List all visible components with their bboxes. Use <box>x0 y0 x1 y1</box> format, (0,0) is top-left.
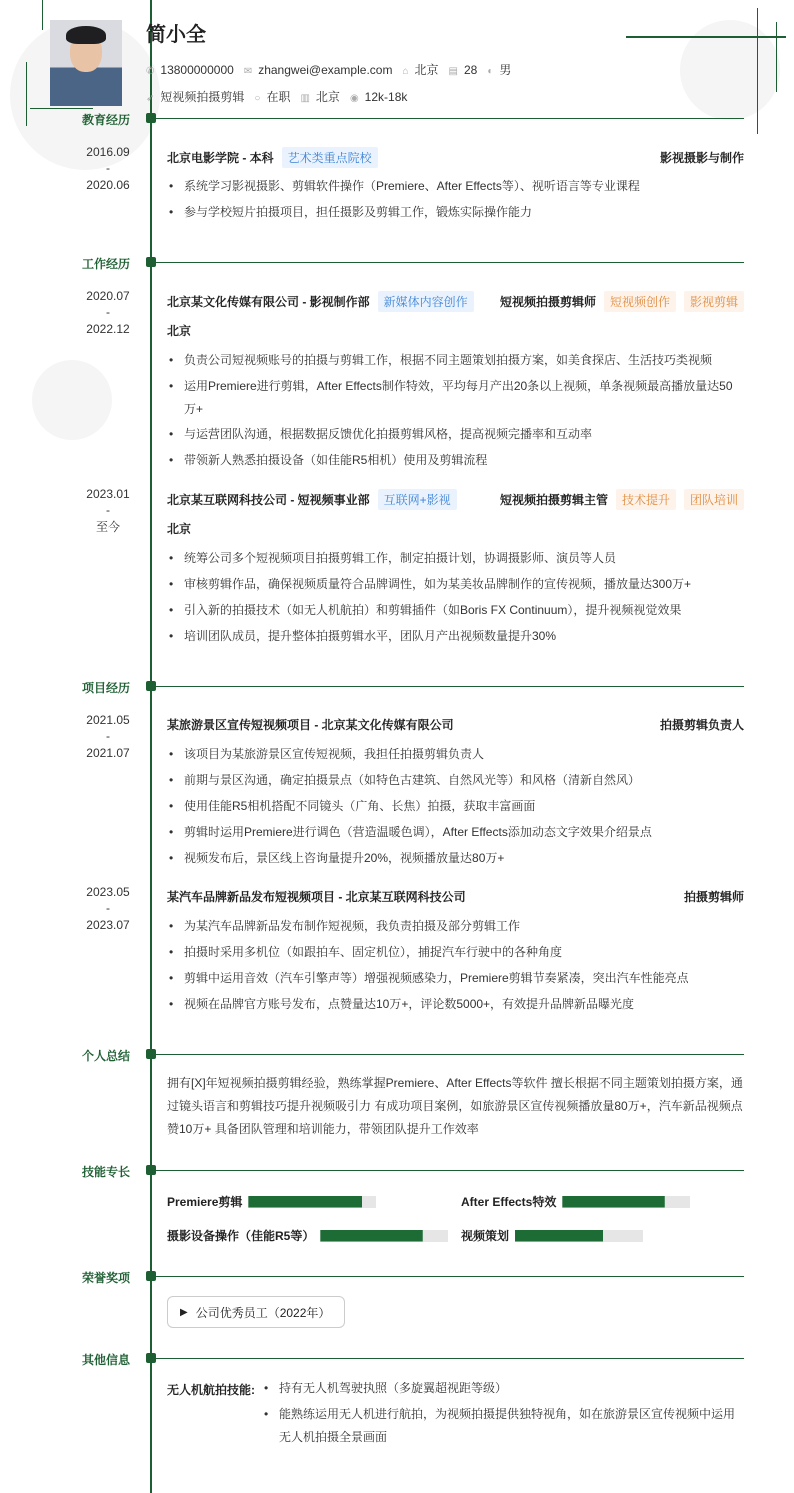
home-icon: ⌂ <box>402 66 409 77</box>
status: 在职 <box>266 90 291 104</box>
list-item: • 引入新的拍摄技术（如无人机航拍）和剪辑插件（如Boris FX Continuum），提升视频视觉效果 <box>167 599 744 622</box>
work-date: 2020.07 - 2022.12 <box>86 289 130 336</box>
list-item: • 拍摄时采用多机位（如跟拍车、固定机位），捕捉汽车行驶中的各种角度 <box>167 941 744 964</box>
send-icon: ➶ <box>146 93 155 104</box>
edu-header: 北京电影学院 - 本科 艺术类重点院校 影视摄影与制作 <box>167 147 744 168</box>
list-item: • 为某汽车品牌新品发布制作短视频，我负责拍摄及部分剪辑工作 <box>167 915 744 938</box>
project-date: 2021.05 - 2021.07 <box>86 713 130 760</box>
mail-icon: ✉ <box>243 65 253 77</box>
decor-line <box>757 8 758 134</box>
summary-text: 拥有[X]年短视频拍摄剪辑经验，熟练掌握Premiere、After Effects等软件 擅长根据不同主题策划拍摄方案，通过镜头语言和剪辑技巧提升视频吸引力 有成功项目案例，如旅游景区宣传视频播放量80万+，汽车新品视频点赞10万+ 具备团队管理和培训能力，带领团队提升工作效率 <box>167 1076 743 1136</box>
status-icon: ○ <box>254 93 261 104</box>
section-title: 荣誉奖项 <box>81 1271 130 1285</box>
work-date: 2023.01 - 至今 <box>86 487 130 534</box>
intent-row <box>146 88 407 105</box>
decor-line <box>776 22 777 92</box>
list-item: • 持有无人机驾驶执照（多旋翼超视距等级） <box>262 1377 744 1400</box>
target-city: 北京 <box>315 90 340 104</box>
gender-icon: ◐ <box>487 66 494 77</box>
avatar <box>50 20 122 106</box>
salary-icon: ◉ <box>349 92 359 104</box>
work-header: 北京某互联网科技公司 - 短视频事业部 互联网+影视 短视频拍摄剪辑主管 技术提升 团队培训 <box>167 489 744 510</box>
age: 28 <box>463 62 478 77</box>
list-item: • 带领新人熟悉拍摄设备（如佳能R5相机）使用及剪辑流程 <box>167 449 744 472</box>
salary: 12k-18k <box>364 89 408 104</box>
list-item: • 统筹公司多个短视频项目拍摄剪辑工作，制定拍摄计划，协调摄影师、演员等人员 <box>167 547 744 570</box>
decor-line <box>42 0 43 30</box>
skill-item: Premiere剪辑 <box>167 1193 376 1210</box>
position: 短视频拍摄剪辑 <box>160 90 245 104</box>
other-label: 无人机航拍技能: <box>167 1383 255 1397</box>
gender: 男 <box>499 63 512 77</box>
contact-row <box>146 61 511 78</box>
city: 北京 <box>414 63 439 77</box>
skill-bar <box>248 1196 376 1208</box>
skill-bar <box>320 1230 448 1242</box>
list-item: • 系统学习影视摄影、剪辑软件操作（Premiere、After Effects等）、视听语言等专业课程 <box>167 175 744 198</box>
section-title: 其他信息 <box>81 1353 130 1367</box>
decor-line <box>626 36 786 38</box>
phone: 13800000000 <box>160 62 234 77</box>
list-item: • 培训团队成员，提升整体拍摄剪辑水平，团队月产出视频数量提升30% <box>167 625 744 648</box>
skill-bar <box>515 1230 643 1242</box>
email: zhangwei@example.com <box>258 62 393 77</box>
decor-circle <box>32 360 112 440</box>
award-item[interactable]: ▶ 公司优秀员工（2022年） <box>167 1296 345 1328</box>
skill-item: 摄影设备操作（佳能R5等） <box>167 1227 448 1244</box>
building-icon: ▥ <box>300 93 310 104</box>
list-item: • 剪辑时运用Premiere进行调色（营造温暖色调），After Effects添加动态文字效果介绍景点 <box>167 821 744 844</box>
work-city: 北京 <box>167 522 192 536</box>
phone-icon: ✆ <box>146 65 155 77</box>
skill-item: 视频策划 <box>461 1227 643 1244</box>
list-item: • 参与学校短片拍摄项目，担任摄影及剪辑工作，锻炼实际操作能力 <box>167 201 744 224</box>
decor-line <box>26 62 27 126</box>
edu-date: 2016.09 - 2020.06 <box>86 145 130 192</box>
work-city: 北京 <box>167 324 192 338</box>
decor-circle <box>680 20 780 120</box>
tag: 艺术类重点院校 <box>282 147 378 168</box>
project-date: 2023.05 - 2023.07 <box>86 885 130 932</box>
section-title: 技能专长 <box>81 1165 130 1179</box>
skill-item: After Effects特效 <box>461 1193 690 1210</box>
list-item: • 该项目为某旅游景区宣传短视频，我担任拍摄剪辑负责人 <box>167 743 744 766</box>
section-title: 个人总结 <box>81 1049 130 1063</box>
list-item: • 视频发布后，景区线上咨询量提升20%，视频播放量达80万+ <box>167 847 744 870</box>
project-header: 某旅游景区宣传短视频项目 - 北京某文化传媒有限公司 拍摄剪辑负责人 <box>167 718 744 732</box>
list-item: • 使用佳能R5相机搭配不同镜头（广角、长焦）拍摄，获取丰富画面 <box>167 795 744 818</box>
skill-bar <box>562 1196 690 1208</box>
list-item: • 前期与景区沟通，确定拍摄景点（如特色古建筑、自然风光等）和风格（清新自然风） <box>167 769 744 792</box>
section-title: 项目经历 <box>81 681 130 695</box>
work-header: 北京某文化传媒有限公司 - 影视制作部 新媒体内容创作 短视频拍摄剪辑师 短视频创作 影视剪辑 <box>167 291 744 312</box>
section-title: 教育经历 <box>81 113 130 127</box>
caret-right-icon: ▶ <box>180 1306 188 1318</box>
list-item: • 负责公司短视频账号的拍摄与剪辑工作，根据不同主题策划拍摄方案，如美食探店、生活技巧类视频 <box>167 349 744 372</box>
section-title: 工作经历 <box>81 257 130 271</box>
list-item: • 审核剪辑作品，确保视频质量符合品牌调性，如为某美妆品牌制作的宣传视频，播放量达300万+ <box>167 573 744 596</box>
list-item: • 视频在品牌官方账号发布，点赞量达10万+，评论数5000+，有效提升品牌新品曝光度 <box>167 993 744 1016</box>
list-item: • 与运营团队沟通，根据数据反馈优化拍摄剪辑风格，提高视频完播率和互动率 <box>167 423 744 446</box>
candidate-name: 简小全 <box>146 24 206 46</box>
project-header: 某汽车品牌新品发布短视频项目 - 北京某互联网科技公司 拍摄剪辑师 <box>167 890 744 904</box>
list-item: • 能熟练运用无人机进行航拍，为视频拍摄提供独特视角，如在旅游景区宣传视频中运用无人机拍摄全景画面 <box>262 1403 744 1449</box>
list-item: • 剪辑中运用音效（汽车引擎声等）增强视频感染力，Premiere剪辑节奏紧凑，突出汽车性能亮点 <box>167 967 744 990</box>
decor-line <box>30 108 93 109</box>
list-item: • 运用Premiere进行剪辑，After Effects制作特效，平均每月产出20条以上视频，单条视频最高播放量达50万+ <box>167 375 744 421</box>
age-icon: ▤ <box>448 65 458 77</box>
